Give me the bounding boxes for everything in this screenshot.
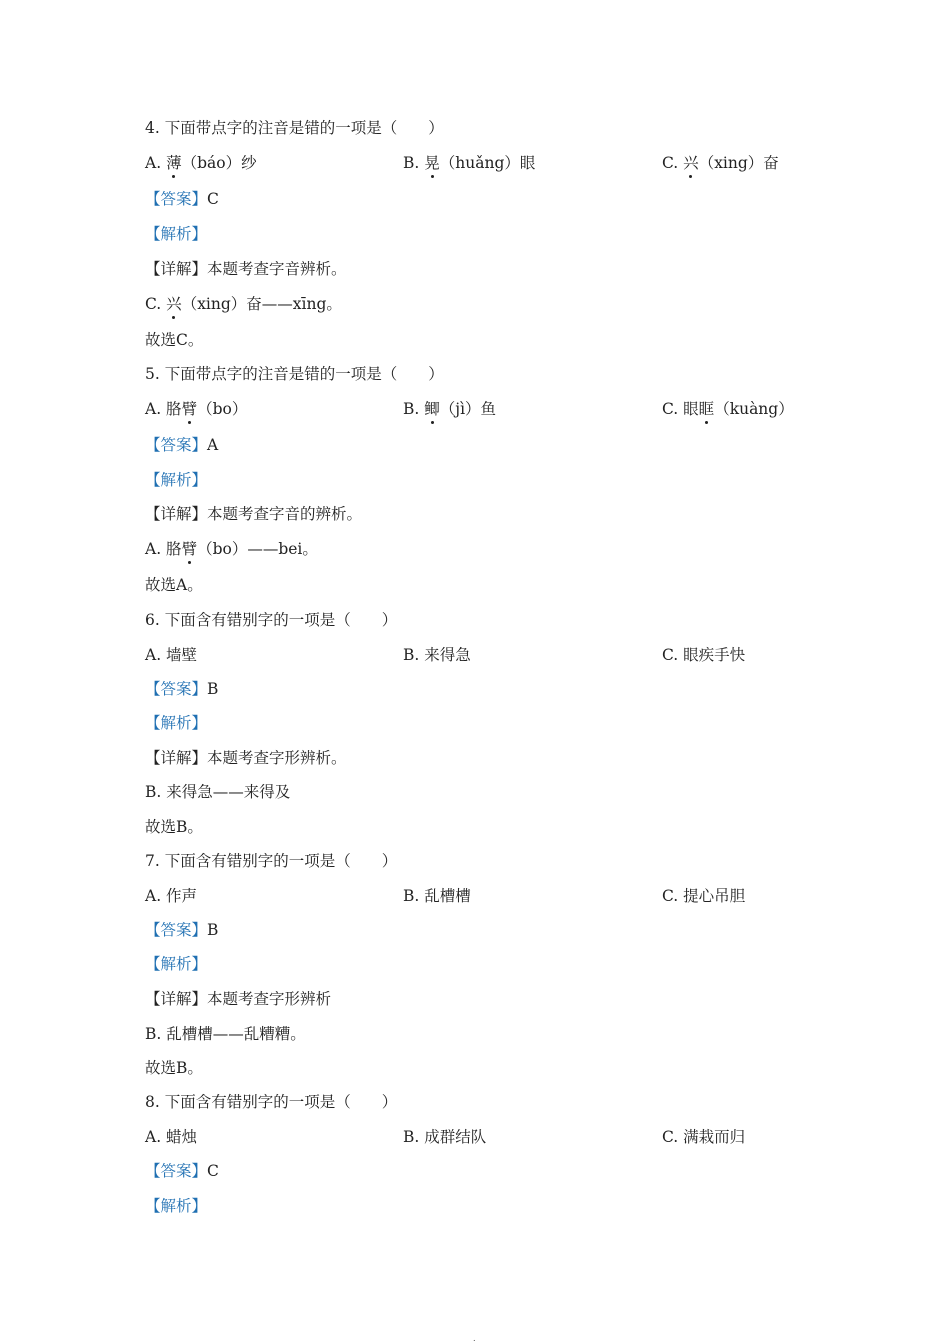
page-footer-mark: . (473, 1334, 476, 1343)
q5-explanation: A. 胳臂（bo）——bei。 (145, 540, 318, 558)
q5-stem: 5. 下面带点字的注音是错的一项是（ ） (145, 365, 444, 383)
q7-detail: 【详解】本题考查字形辨析 (145, 990, 332, 1008)
q6-explanation: B. 来得急——来得及 (145, 783, 291, 801)
q6-detail: 【详解】本题考查字形辨析。 (145, 749, 347, 767)
q8-analysis-label: 【解析】 (145, 1197, 208, 1215)
q6-option-b: B. 来得急 (403, 646, 471, 664)
q8-answer: 【答案】C (145, 1162, 219, 1180)
q4-stem: 4. 下面带点字的注音是错的一项是（ ） (145, 119, 444, 137)
q7-analysis-label: 【解析】 (145, 955, 208, 973)
q5-answer: 【答案】A (145, 436, 219, 454)
q4-option-a: A. 薄（báo）纱 (145, 154, 257, 172)
q7-answer: 【答案】B (145, 921, 219, 939)
q6-option-a: A. 墙壁 (145, 646, 198, 664)
q4-detail: 【详解】本题考查字音辨析。 (145, 260, 347, 278)
q4-conclusion: 故选C。 (145, 331, 204, 349)
q4-analysis-label: 【解析】 (145, 225, 208, 243)
q4-option-c: C. 兴（xing）奋 (662, 154, 779, 172)
q6-stem: 6. 下面含有错别字的一项是（ ） (145, 611, 398, 629)
q6-conclusion: 故选B。 (145, 818, 203, 836)
q6-option-c: C. 眼疾手快 (662, 646, 746, 664)
q4-answer: 【答案】C (145, 190, 219, 208)
q5-option-b: B. 鲫（jì）鱼 (403, 400, 497, 418)
q8-option-c: C. 满栽而归 (662, 1128, 746, 1146)
q7-explanation: B. 乱槽槽——乱糟糟。 (145, 1025, 306, 1043)
q5-conclusion: 故选A。 (145, 576, 203, 594)
q8-option-b: B. 成群结队 (403, 1128, 487, 1146)
q4-option-b: B. 晃（huǎng）眼 (403, 154, 536, 172)
q5-analysis-label: 【解析】 (145, 471, 208, 489)
q5-detail: 【详解】本题考查字音的辨析。 (145, 505, 363, 523)
q7-option-b: B. 乱槽槽 (403, 887, 471, 905)
q8-stem: 8. 下面含有错别字的一项是（ ） (145, 1093, 398, 1111)
q7-conclusion: 故选B。 (145, 1059, 203, 1077)
q5-option-a: A. 胳臂（bo） (145, 400, 248, 418)
q7-option-c: C. 提心吊胆 (662, 887, 746, 905)
q7-stem: 7. 下面含有错别字的一项是（ ） (145, 852, 398, 870)
q6-answer: 【答案】B (145, 680, 219, 698)
q8-option-a: A. 蜡烛 (145, 1128, 198, 1146)
q5-option-c: C. 眼眶（kuàng） (662, 400, 794, 418)
q7-option-a: A. 作声 (145, 887, 198, 905)
q4-explanation: C. 兴（xing）奋——xīng。 (145, 295, 342, 313)
q6-analysis-label: 【解析】 (145, 714, 208, 732)
